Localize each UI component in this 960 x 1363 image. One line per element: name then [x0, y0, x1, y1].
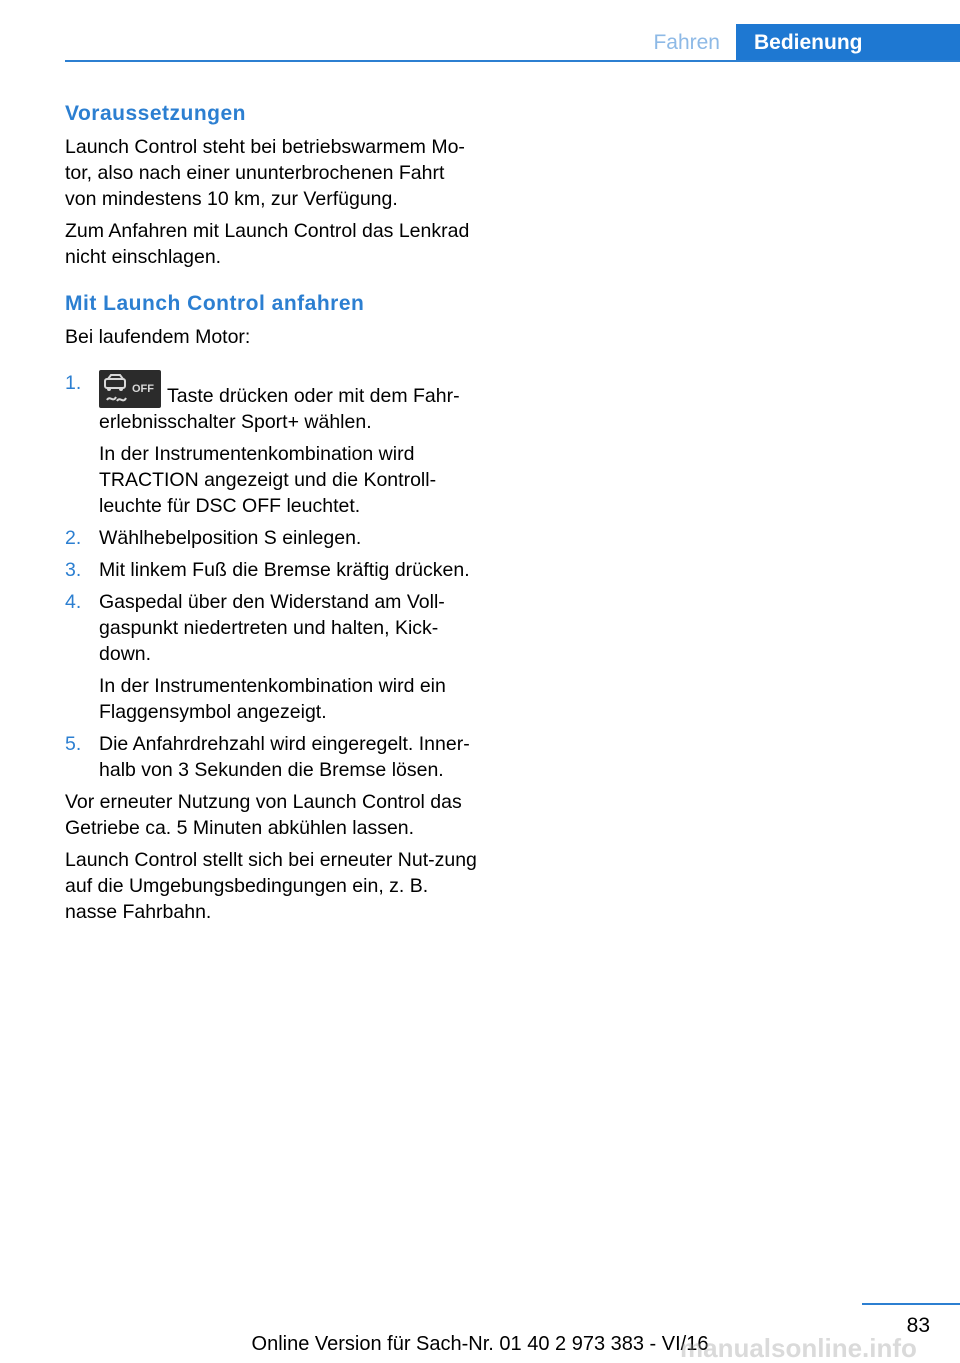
paragraph-lenkrad: Zum Anfahren mit Launch Control das Lenkrad nicht einschlagen.: [65, 220, 470, 268]
step-number: 4.: [65, 591, 82, 613]
main-column: [65, 100, 481, 925]
watermark: manualsonline.info: [680, 1333, 917, 1363]
step-text: Mit linkem Fuß die Bremse kräftig drücken.: [99, 559, 470, 581]
heading-anfahren: Mit Launch Control anfahren: [65, 292, 365, 315]
page-number-divider: [862, 1303, 960, 1305]
step-text: Die Anfahrdrehzahl wird eingeregelt. Inner-halb von 3 Sekunden die Bremse lösen.: [99, 733, 470, 781]
step-item: [65, 525, 481, 551]
step-text: Taste drücken oder mit dem Fahr-erlebnisschalter Sport+ wählen.: [99, 385, 460, 433]
paragraph-voraussetzung: Launch Control steht bei betriebswarmem Mo-tor, also nach einer ununterbrochenen Fahrt von mindestens 10 km, zur Verfügung.: [65, 136, 465, 210]
footer-version: Online Version für Sach-Nr. 01 40 2 973 383 - VI/16: [251, 1333, 709, 1355]
header-tab-bedienung: Bedienung: [736, 24, 960, 62]
step-text: Gaspedal über den Widerstand am Voll-gaspunkt niedertreten und halten, Kick-down.: [99, 591, 445, 665]
step-item: [65, 731, 481, 783]
page-number: 83: [906, 1314, 930, 1337]
step-item: [65, 589, 481, 725]
header-section-fahren: Fahren: [653, 31, 720, 54]
icon-off-label: OFF: [132, 383, 154, 395]
step-list: [65, 370, 481, 783]
paragraph-umgebung: Launch Control stellt sich bei erneuter Nut-zung auf die Umgebungsbedingungen ein, z. B. nasse Fahrbahn.: [65, 849, 477, 923]
step-text: Wählhebelposition S einlegen.: [99, 527, 362, 549]
dsc-off-button-icon: [99, 370, 161, 408]
step-note: In der Instrumentenkombination wird ein Flaggensymbol angezeigt.: [99, 675, 446, 723]
step-note: In der Instrumentenkombination wird TRACTION angezeigt und die Kontroll-leuchte für DSC OFF leuchtet.: [99, 443, 437, 517]
step-number: 5.: [65, 733, 82, 755]
step-number: 2.: [65, 527, 82, 549]
step-item: [65, 557, 481, 583]
step-number: 3.: [65, 559, 82, 581]
step-item: [65, 370, 481, 519]
paragraph-abkuehlen: Vor erneuter Nutzung von Launch Control das Getriebe ca. 5 Minuten abkühlen lassen.: [65, 791, 462, 839]
heading-voraussetzungen: Voraussetzungen: [65, 102, 246, 125]
step-number: 1.: [65, 372, 82, 394]
intro-text: Bei laufendem Motor:: [65, 326, 251, 348]
header-divider: [65, 60, 960, 62]
